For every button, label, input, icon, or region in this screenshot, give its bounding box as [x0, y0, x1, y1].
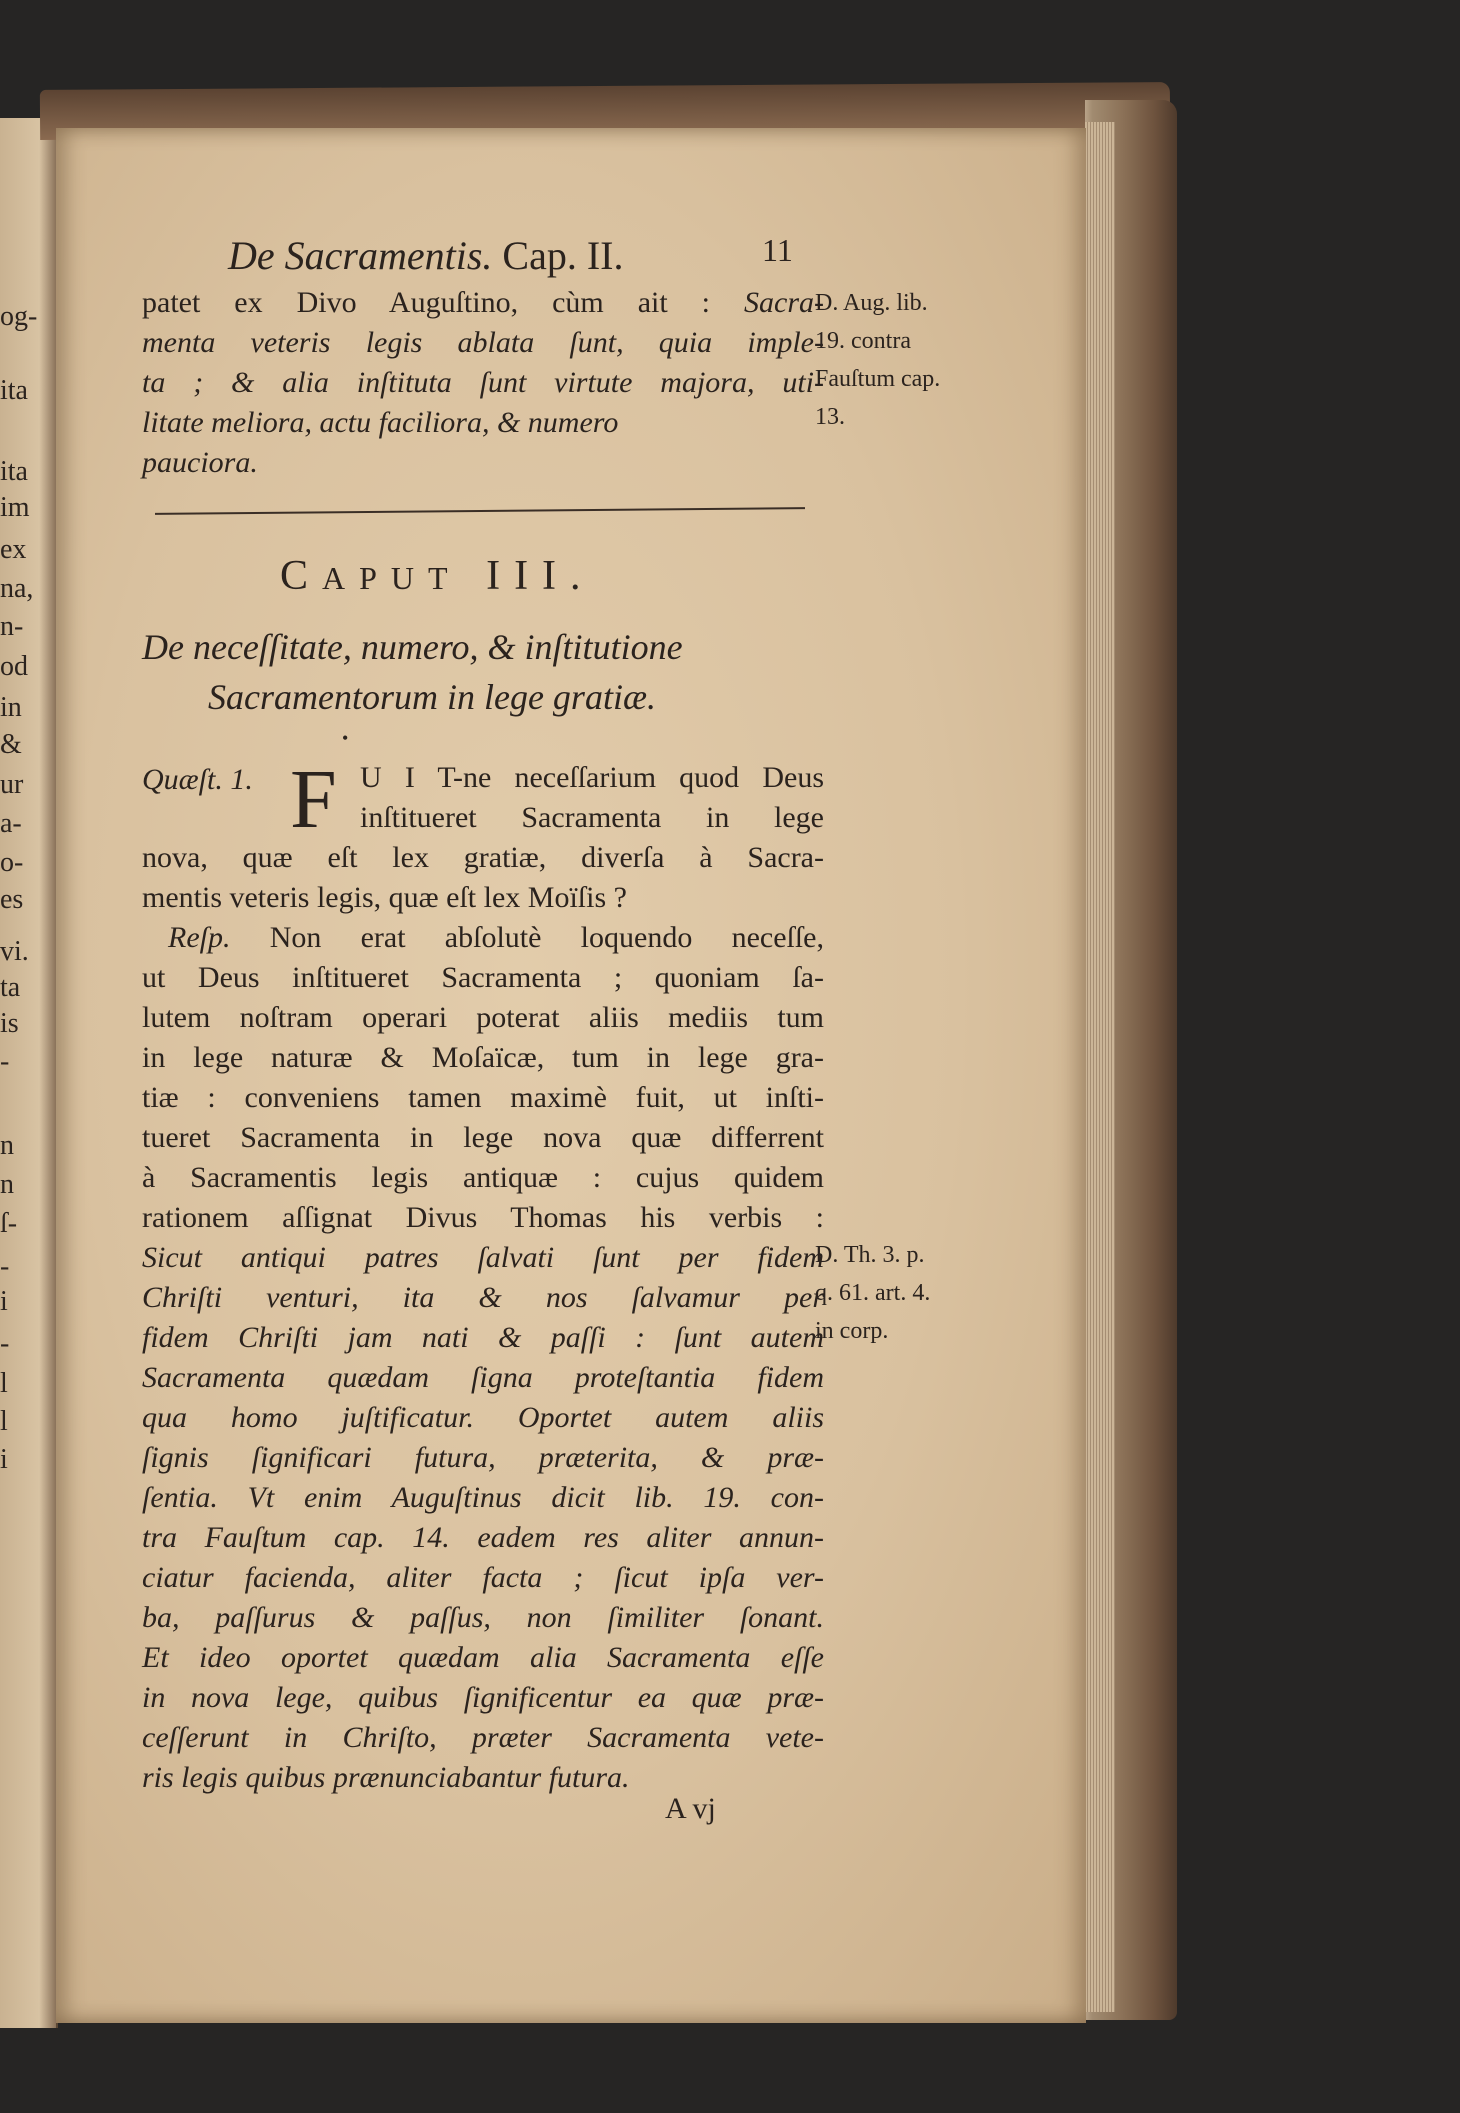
running-head-chapter: Cap. II.	[502, 233, 624, 278]
text-line	[142, 1078, 824, 1118]
text-run: ta ; & alia inſtituta ſunt virtute majora, uti-	[142, 366, 824, 399]
text-run: lutem noſtram operari poterat aliis mediis tum	[142, 1001, 824, 1034]
facing-page-fragment: n	[0, 1169, 14, 1200]
text-run: ris legis quibus prænunciabantur futura.	[142, 1761, 630, 1794]
text-line	[142, 878, 824, 918]
text-run: ſentia. Vt enim Auguſtinus dicit lib. 19. con-	[142, 1481, 824, 1514]
text-run: nova, quæ eſt lex gratiæ, diverſa à Sacra-	[142, 841, 824, 874]
text-run: inſtitueret Sacramenta in lege	[360, 801, 824, 834]
text-run: Sacra-	[744, 286, 824, 319]
facing-page-fragment: -	[0, 1046, 10, 1077]
text-line	[142, 838, 824, 878]
paragraph-augustine-quote	[142, 283, 824, 483]
facing-page-fragment: im	[0, 492, 30, 523]
text-line	[142, 1518, 824, 1558]
text-line	[142, 403, 824, 443]
facing-page-fragment: -	[0, 1328, 10, 1359]
text-line	[142, 1278, 824, 1318]
text-run: Reſp.	[168, 921, 231, 954]
drop-cap: F	[290, 753, 337, 846]
text-line	[142, 998, 824, 1038]
text-run: patet ex Divo Auguſtino, cùm ait :	[142, 286, 745, 319]
text-line	[142, 1158, 824, 1198]
text-run: ut Deus inſtitueret Sacramenta ; quoniam ſa-	[142, 961, 824, 994]
facing-page-edge	[0, 118, 58, 2028]
page-number: 11	[762, 232, 793, 268]
facing-page-fragment: ur	[0, 769, 24, 800]
text-line	[142, 363, 824, 403]
facing-page-fragment: ſ-	[0, 1208, 18, 1239]
margin-note-line: D. Th. 3. p.	[815, 1242, 925, 1268]
text-run: litate meliora, actu faciliora, & numero	[142, 406, 619, 439]
text-run: Non erat abſolutè loquendo neceſſe,	[230, 921, 824, 954]
text-line	[142, 1638, 824, 1678]
facing-page-fragment: l	[0, 1368, 8, 1399]
facing-page-fragment: i	[0, 1444, 8, 1475]
text-run: ciatur facienda, aliter facta ; ſicut ipſa ver-	[142, 1561, 824, 1594]
text-line	[142, 1038, 824, 1078]
text-run: Sacramenta quædam ſigna proteſtantia fidem	[142, 1361, 824, 1394]
facing-page-fragment: vi.	[0, 936, 29, 967]
question-label: Quæſt. 1.	[142, 763, 253, 796]
chapter-subtitle-line-2: Sacramentorum in lege gratiæ.	[208, 677, 656, 717]
text-line	[142, 1558, 824, 1598]
facing-page-fragment: na,	[0, 573, 34, 604]
text-run: pauciora.	[142, 446, 258, 479]
margin-note-line: 19. contra	[815, 328, 911, 354]
text-line	[142, 1598, 824, 1638]
chapter-heading	[280, 552, 595, 600]
margin-note-line: q. 61. art. 4.	[815, 1280, 931, 1306]
chapter-numeral: III.	[486, 553, 595, 599]
text-line	[360, 758, 824, 798]
text-line	[142, 1238, 824, 1278]
text-run: menta veteris legis ablata ſunt, quia imple-	[142, 326, 824, 359]
text-line	[360, 798, 824, 838]
facing-page-fragment: ex	[0, 534, 27, 565]
text-run: à Sacramentis legis antiquæ : cujus quidem	[142, 1161, 824, 1194]
text-run: U I T-ne neceſſarium quod Deus	[360, 761, 824, 794]
margin-note-thomas	[815, 1236, 930, 1350]
text-run: tiæ : conveniens tamen maximè fuit, ut inſti-	[142, 1081, 824, 1114]
facing-page-fragment: in	[0, 692, 22, 723]
text-run: in lege naturæ & Moſaïcæ, tum in lege gra-	[142, 1041, 824, 1074]
text-line	[142, 323, 824, 363]
margin-note-line: in corp.	[815, 1318, 889, 1344]
facing-page-fragment: es	[0, 884, 24, 915]
body-text	[142, 753, 824, 1798]
facing-page-fragment: n	[0, 1130, 14, 1161]
text-run: ba, paſſurus & paſſus, non ſimiliter ſonant.	[142, 1601, 824, 1634]
chapter-initial: C	[280, 553, 323, 599]
chapter-subtitle-line-1: De neceſſitate, numero, & inſtitutione	[142, 627, 683, 667]
margin-note-line: D. Aug. lib.	[815, 290, 928, 316]
text-line	[142, 1438, 824, 1478]
text-run: Chriſti venturi, ita & nos ſalvamur per	[142, 1281, 824, 1314]
text-line	[142, 1198, 824, 1238]
text-line	[142, 1478, 824, 1518]
facing-page-fragment: n-	[0, 611, 24, 642]
text-run: ſignis ſignificari futura, præterita, & præ-	[142, 1441, 824, 1474]
chapter-word: APUT	[322, 560, 462, 596]
facing-page-fragment: -	[0, 1251, 10, 1282]
text-run: Et ideo oportet quædam alia Sacramenta eſſe	[142, 1641, 824, 1674]
text-run: fidem Chriſti jam nati & paſſi : ſunt autem	[142, 1321, 824, 1354]
ornament-dot: •	[342, 728, 349, 748]
text-run: ceſſerunt in Chriſto, præter Sacramenta vete-	[142, 1721, 824, 1754]
text-line	[142, 1678, 824, 1718]
running-head-title: De Sacramentis.	[228, 233, 493, 278]
text-line	[142, 958, 824, 998]
facing-page-fragment: ita	[0, 375, 28, 406]
text-run: in nova lege, quibus ſignificentur ea quæ præ-	[142, 1681, 824, 1714]
text-line	[142, 283, 824, 323]
facing-page-fragment: ita	[0, 456, 28, 487]
facing-page-fragment: &	[0, 729, 22, 760]
running-head	[228, 232, 623, 279]
margin-note-line: Fauſtum cap.	[815, 366, 941, 392]
text-run: tra Fauſtum cap. 14. eadem res aliter annun-	[142, 1521, 824, 1554]
facing-page-fragment: o-	[0, 847, 24, 878]
text-line	[142, 443, 824, 483]
text-run: rationem aſſignat Divus Thomas his verbis :	[142, 1201, 824, 1234]
text-line	[142, 1718, 824, 1758]
facing-page-fragment: is	[0, 1008, 19, 1039]
text-line	[142, 1118, 824, 1158]
signature-mark: A vj	[665, 1792, 716, 1825]
text-run: Sicut antiqui patres ſalvati ſunt per fidem	[142, 1241, 824, 1274]
margin-note-augustine	[815, 284, 940, 436]
text-run: tueret Sacramenta in lege nova quæ differrent	[142, 1121, 824, 1154]
facing-page-fragment: od	[0, 651, 28, 682]
text-run: mentis veteris legis, quæ eſt lex Moïſis ?	[142, 881, 627, 914]
text-line	[142, 918, 824, 958]
facing-page-fragment: og-	[0, 301, 38, 332]
text-run: qua homo juſtificatur. Oportet autem aliis	[142, 1401, 824, 1434]
text-line	[142, 1398, 824, 1438]
margin-note-line: 13.	[815, 404, 845, 430]
text-line	[142, 1358, 824, 1398]
facing-page-fragment: l	[0, 1406, 8, 1437]
text-line	[142, 1318, 824, 1358]
facing-page-fragment: i	[0, 1286, 8, 1317]
page-block-edges	[1085, 122, 1115, 2012]
text-line	[142, 1758, 824, 1798]
facing-page-fragment: a-	[0, 808, 22, 839]
facing-page-fragment: ta	[0, 972, 21, 1003]
